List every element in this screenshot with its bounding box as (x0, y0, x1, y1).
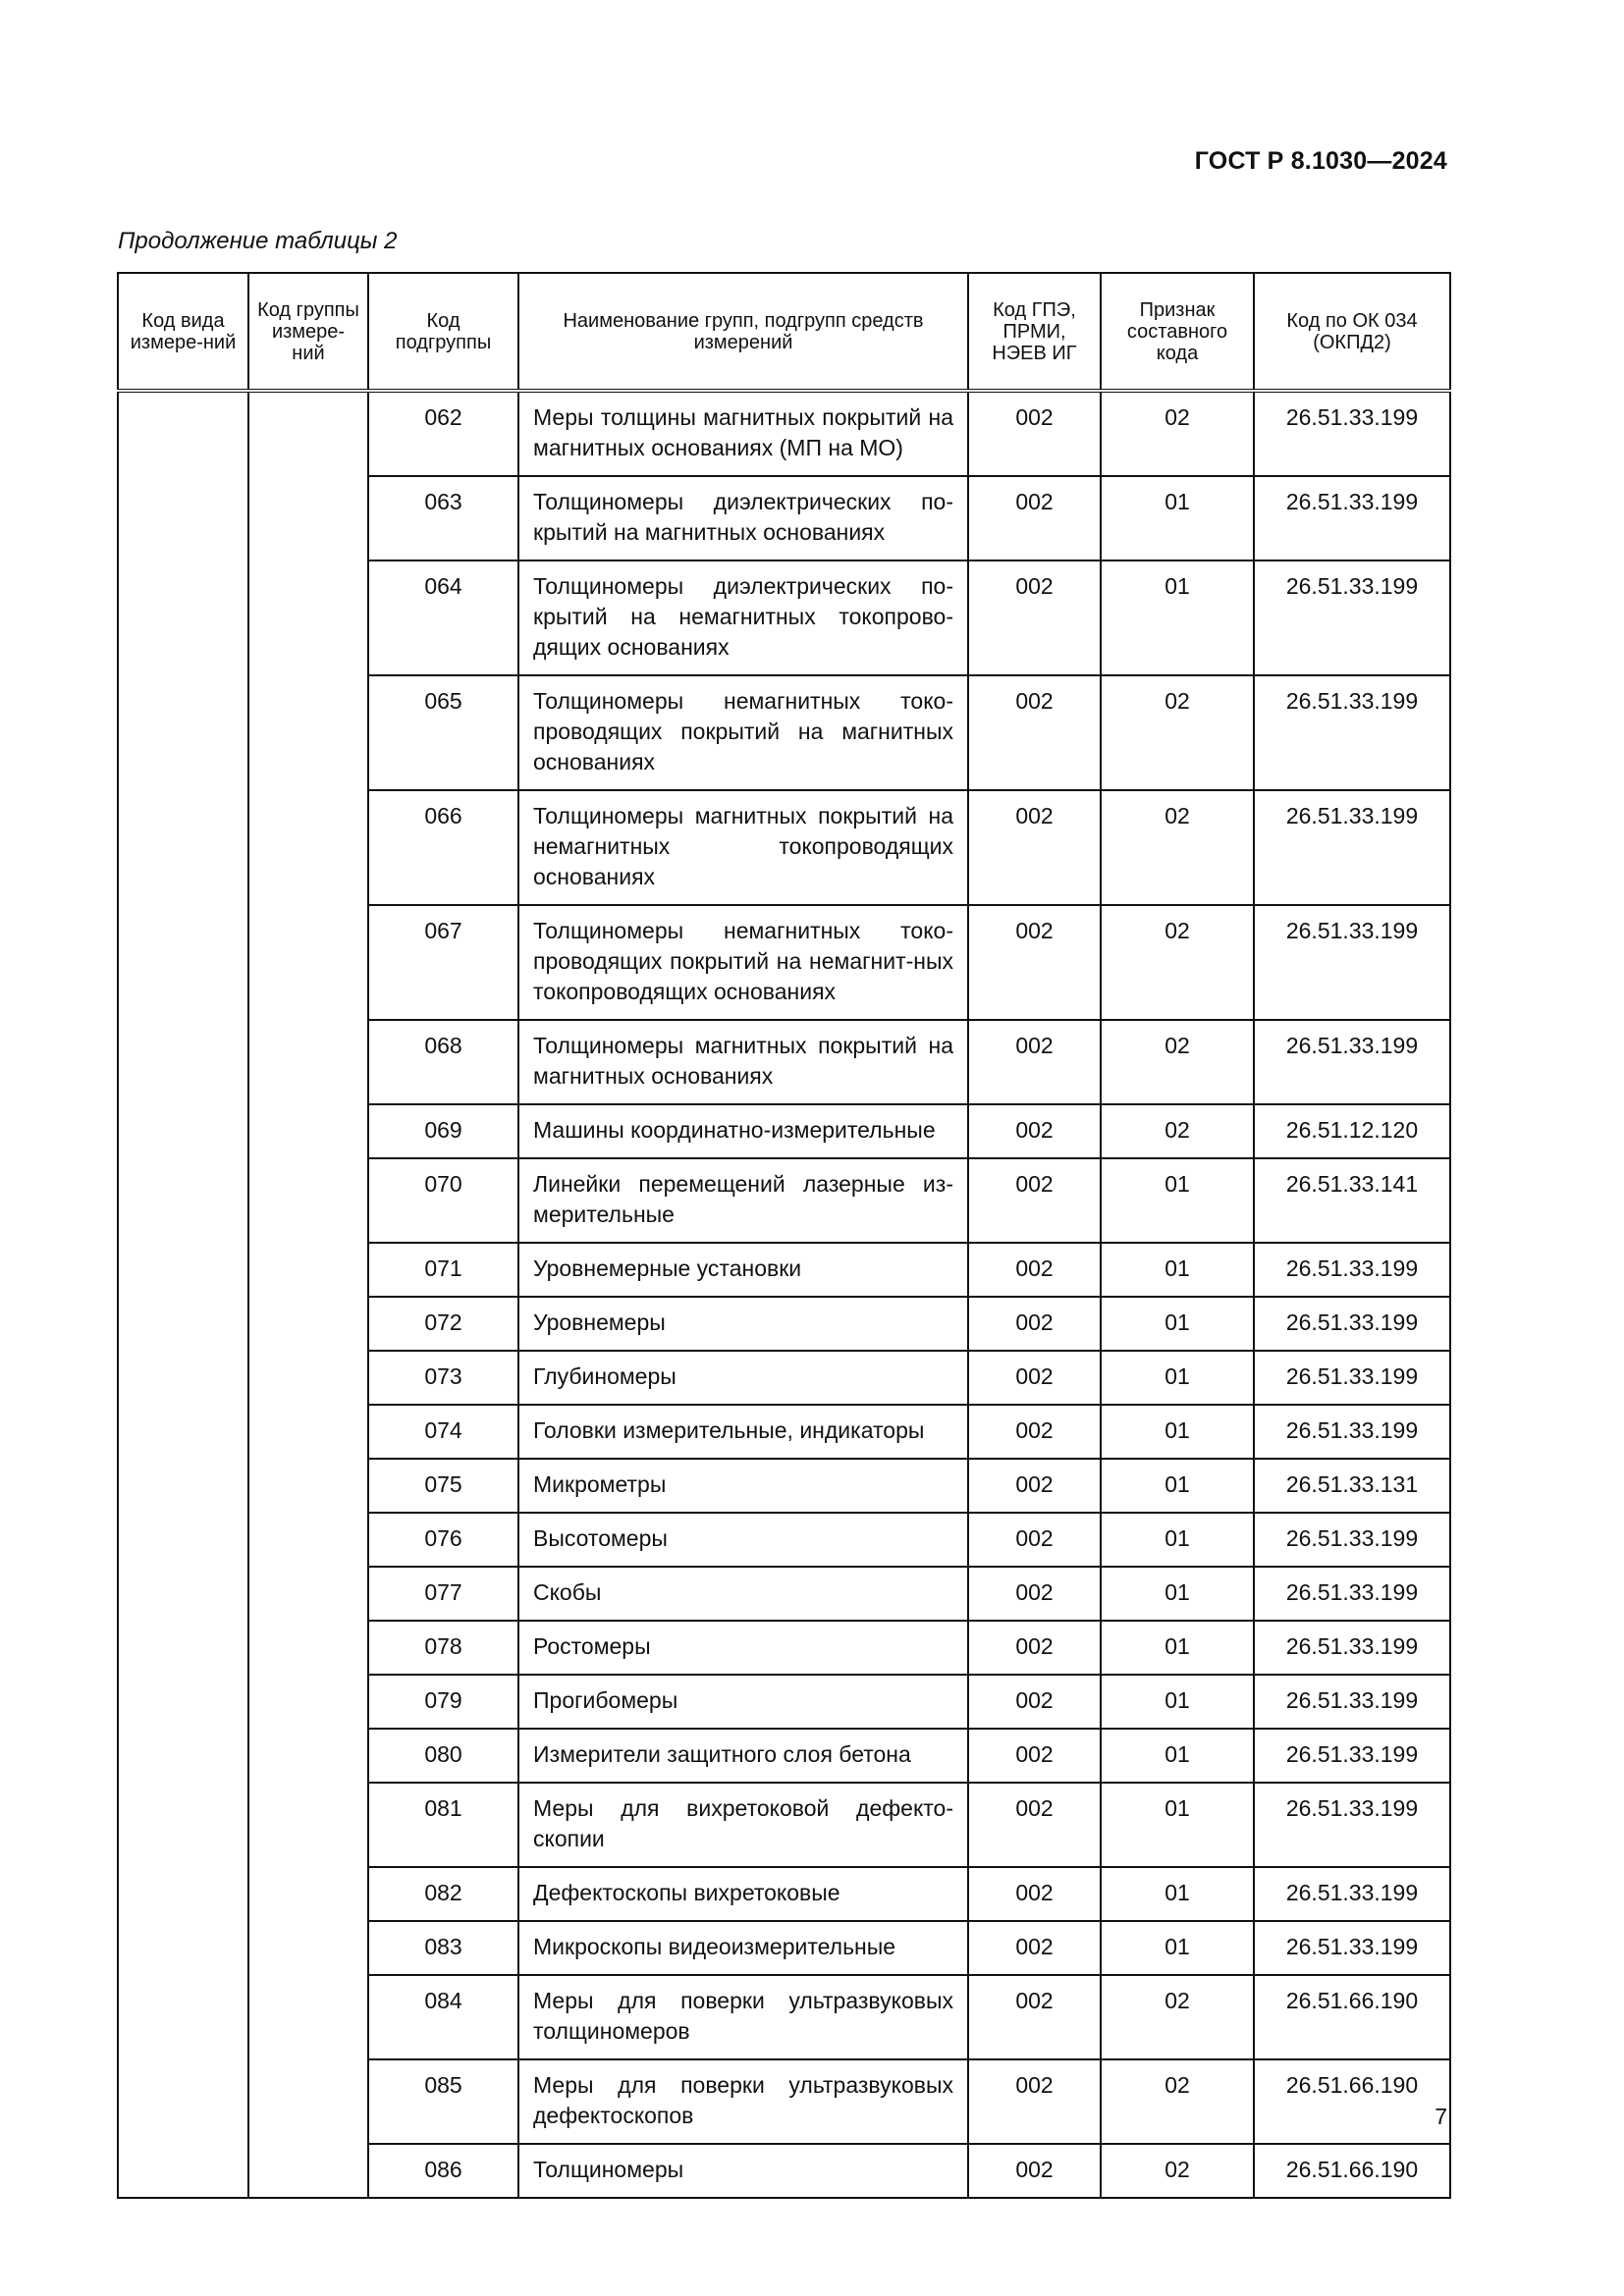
subgroup-code-cell: 082 (368, 1867, 518, 1921)
gpe-code-cell: 002 (968, 790, 1101, 905)
subgroup-code-cell: 079 (368, 1675, 518, 1729)
group-name-cell: Толщиномеры диэлектрических по-крытий на немагнитных токопрово-дящих основаниях (518, 561, 968, 675)
gpe-code-cell: 002 (968, 1621, 1101, 1675)
composite-sign-cell: 02 (1101, 790, 1254, 905)
composite-sign-cell: 02 (1101, 1975, 1254, 2059)
group-name-cell: Уровнемеры (518, 1297, 968, 1351)
group-name-cell: Измерители защитного слоя бетона (518, 1729, 968, 1783)
group-name-cell: Толщиномеры магнитных покрытий на магнитных основаниях (518, 1020, 968, 1104)
table-row (118, 391, 1450, 476)
okpd2-code-cell: 26.51.33.199 (1254, 1567, 1450, 1621)
gpe-code-cell: 002 (968, 1975, 1101, 2059)
group-name-cell: Микрометры (518, 1459, 968, 1513)
composite-sign-cell: 01 (1101, 1513, 1254, 1567)
composite-sign-cell: 01 (1101, 476, 1254, 561)
gpe-code-cell: 002 (968, 1921, 1101, 1975)
col-header-composite-sign: Признак составного кода (1101, 273, 1254, 391)
subgroup-code-cell: 084 (368, 1975, 518, 2059)
subgroup-code-cell: 072 (368, 1297, 518, 1351)
table-caption: Продолжение таблицы 2 (118, 228, 398, 254)
okpd2-code-cell: 26.51.66.190 (1254, 1975, 1450, 2059)
composite-sign-cell: 01 (1101, 1351, 1254, 1405)
group-name-cell: Глубиномеры (518, 1351, 968, 1405)
subgroup-code-cell: 086 (368, 2144, 518, 2198)
gpe-code-cell: 002 (968, 2059, 1101, 2144)
composite-sign-cell: 01 (1101, 1921, 1254, 1975)
group-name-cell: Меры для поверки ультразвуковых дефектоскопов (518, 2059, 968, 2144)
subgroup-code-cell: 067 (368, 905, 518, 1020)
subgroup-code-cell: 068 (368, 1020, 518, 1104)
group-name-cell: Головки измерительные, индикаторы (518, 1405, 968, 1459)
gpe-code-cell: 002 (968, 1567, 1101, 1621)
table-header-row (118, 273, 1450, 391)
composite-sign-cell: 01 (1101, 1158, 1254, 1243)
page-number: 7 (1435, 2104, 1447, 2129)
subgroup-code-cell: 065 (368, 675, 518, 790)
composite-sign-cell: 02 (1101, 2059, 1254, 2144)
gpe-code-cell: 002 (968, 1459, 1101, 1513)
gpe-code-cell: 002 (968, 1020, 1101, 1104)
group-name-cell: Меры толщины магнитных покрытий на магнитных основаниях (МП на МО) (518, 391, 968, 476)
subgroup-code-cell: 070 (368, 1158, 518, 1243)
composite-sign-cell: 01 (1101, 1675, 1254, 1729)
subgroup-code-cell: 069 (368, 1104, 518, 1158)
okpd2-code-cell: 26.51.66.190 (1254, 2059, 1450, 2144)
okpd2-code-cell: 26.51.33.199 (1254, 1405, 1450, 1459)
gpe-code-cell: 002 (968, 2144, 1101, 2198)
gpe-code-cell: 002 (968, 1351, 1101, 1405)
okpd2-code-cell: 26.51.33.199 (1254, 1351, 1450, 1405)
okpd2-code-cell: 26.51.33.199 (1254, 1243, 1450, 1297)
group-name-cell: Дефектоскопы вихретоковые (518, 1867, 968, 1921)
okpd2-code-cell: 26.51.33.199 (1254, 1921, 1450, 1975)
gpe-code-cell: 002 (968, 1104, 1101, 1158)
okpd2-code-cell: 26.51.33.199 (1254, 1020, 1450, 1104)
okpd2-code-cell: 26.51.33.199 (1254, 1297, 1450, 1351)
composite-sign-cell: 02 (1101, 905, 1254, 1020)
subgroup-code-cell: 085 (368, 2059, 518, 2144)
group-name-cell: Толщиномеры (518, 2144, 968, 2198)
gpe-code-cell: 002 (968, 1297, 1101, 1351)
okpd2-code-cell: 26.51.33.199 (1254, 391, 1450, 476)
okpd2-code-cell: 26.51.33.199 (1254, 905, 1450, 1020)
okpd2-code-cell: 26.51.33.199 (1254, 1675, 1450, 1729)
subgroup-code-cell: 063 (368, 476, 518, 561)
col-header-subgroup: Код подгруппы (368, 273, 518, 391)
composite-sign-cell: 01 (1101, 1567, 1254, 1621)
gpe-code-cell: 002 (968, 1243, 1101, 1297)
group-name-cell: Линейки перемещений лазерные из-мерительные (518, 1158, 968, 1243)
gpe-code-cell: 002 (968, 1405, 1101, 1459)
group-name-cell: Уровнемерные установки (518, 1243, 968, 1297)
group-name-cell: Скобы (518, 1567, 968, 1621)
okpd2-code-cell: 26.51.33.199 (1254, 1867, 1450, 1921)
gpe-code-cell: 002 (968, 476, 1101, 561)
subgroup-code-cell: 071 (368, 1243, 518, 1297)
okpd2-code-cell: 26.51.33.199 (1254, 561, 1450, 675)
measurement-groups-table (117, 272, 1451, 2199)
subgroup-code-cell: 080 (368, 1729, 518, 1783)
composite-sign-cell: 02 (1101, 675, 1254, 790)
subgroup-code-cell: 062 (368, 391, 518, 476)
group-name-cell: Толщиномеры немагнитных токо-проводящих покрытий на немагнит-ных токопроводящих основаниях (518, 905, 968, 1020)
gpe-code-cell: 002 (968, 1158, 1101, 1243)
group-name-cell: Микроскопы видеоизмерительные (518, 1921, 968, 1975)
group-name-cell: Прогибомеры (518, 1675, 968, 1729)
gpe-code-cell: 002 (968, 1729, 1101, 1783)
composite-sign-cell: 01 (1101, 1867, 1254, 1921)
group-name-cell: Машины координатно-измерительные (518, 1104, 968, 1158)
document-code: ГОСТ Р 8.1030—2024 (1194, 147, 1447, 175)
composite-sign-cell: 01 (1101, 1459, 1254, 1513)
composite-sign-cell: 02 (1101, 1020, 1254, 1104)
gpe-code-cell: 002 (968, 1783, 1101, 1867)
subgroup-code-cell: 077 (368, 1567, 518, 1621)
okpd2-code-cell: 26.51.33.199 (1254, 1621, 1450, 1675)
col-header-measurement-group: Код группы измере-ний (248, 273, 368, 391)
composite-sign-cell: 01 (1101, 1621, 1254, 1675)
okpd2-code-cell: 26.51.12.120 (1254, 1104, 1450, 1158)
gpe-code-cell: 002 (968, 1867, 1101, 1921)
okpd2-code-cell: 26.51.33.199 (1254, 1729, 1450, 1783)
composite-sign-cell: 02 (1101, 391, 1254, 476)
col-header-gpe-code: Код ГПЭ, ПРМИ, НЭЕВ ИГ (968, 273, 1101, 391)
col-header-okpd2: Код по ОК 034 (ОКПД2) (1254, 273, 1450, 391)
gpe-code-cell: 002 (968, 1675, 1101, 1729)
group-name-cell: Высотомеры (518, 1513, 968, 1567)
okpd2-code-cell: 26.51.33.199 (1254, 1783, 1450, 1867)
subgroup-code-cell: 081 (368, 1783, 518, 1867)
subgroup-code-cell: 076 (368, 1513, 518, 1567)
gpe-code-cell: 002 (968, 391, 1101, 476)
okpd2-code-cell: 26.51.33.199 (1254, 790, 1450, 905)
composite-sign-cell: 02 (1101, 2144, 1254, 2198)
okpd2-code-cell: 26.51.33.199 (1254, 1513, 1450, 1567)
subgroup-code-cell: 064 (368, 561, 518, 675)
okpd2-code-cell: 26.51.66.190 (1254, 2144, 1450, 2198)
group-name-cell: Меры для вихретоковой дефекто-скопии (518, 1783, 968, 1867)
composite-sign-cell: 01 (1101, 1405, 1254, 1459)
table-body (118, 391, 1450, 2198)
subgroup-code-cell: 075 (368, 1459, 518, 1513)
gpe-code-cell: 002 (968, 905, 1101, 1020)
group-name-cell: Толщиномеры немагнитных токо-проводящих покрытий на магнитных основаниях (518, 675, 968, 790)
subgroup-code-cell: 078 (368, 1621, 518, 1675)
okpd2-code-cell: 26.51.33.199 (1254, 476, 1450, 561)
group-name-cell: Меры для поверки ультразвуковых толщиномеров (518, 1975, 968, 2059)
subgroup-code-cell: 066 (368, 790, 518, 905)
col-header-measurement-type: Код вида измере-ний (118, 273, 248, 391)
subgroup-code-cell: 083 (368, 1921, 518, 1975)
col-header-name: Наименование групп, подгрупп средств измерений (518, 273, 968, 391)
composite-sign-cell: 01 (1101, 1729, 1254, 1783)
type-cell-empty (118, 391, 248, 2198)
gpe-code-cell: 002 (968, 675, 1101, 790)
composite-sign-cell: 01 (1101, 1783, 1254, 1867)
group-name-cell: Ростомеры (518, 1621, 968, 1675)
group-name-cell: Толщиномеры диэлектрических по-крытий на магнитных основаниях (518, 476, 968, 561)
composite-sign-cell: 02 (1101, 1104, 1254, 1158)
group-cell-empty (248, 391, 368, 2198)
composite-sign-cell: 01 (1101, 561, 1254, 675)
subgroup-code-cell: 073 (368, 1351, 518, 1405)
composite-sign-cell: 01 (1101, 1243, 1254, 1297)
gpe-code-cell: 002 (968, 561, 1101, 675)
okpd2-code-cell: 26.51.33.199 (1254, 675, 1450, 790)
subgroup-code-cell: 074 (368, 1405, 518, 1459)
gpe-code-cell: 002 (968, 1513, 1101, 1567)
okpd2-code-cell: 26.51.33.131 (1254, 1459, 1450, 1513)
group-name-cell: Толщиномеры магнитных покрытий на немагнитных токопроводящих основаниях (518, 790, 968, 905)
composite-sign-cell: 01 (1101, 1297, 1254, 1351)
okpd2-code-cell: 26.51.33.141 (1254, 1158, 1450, 1243)
